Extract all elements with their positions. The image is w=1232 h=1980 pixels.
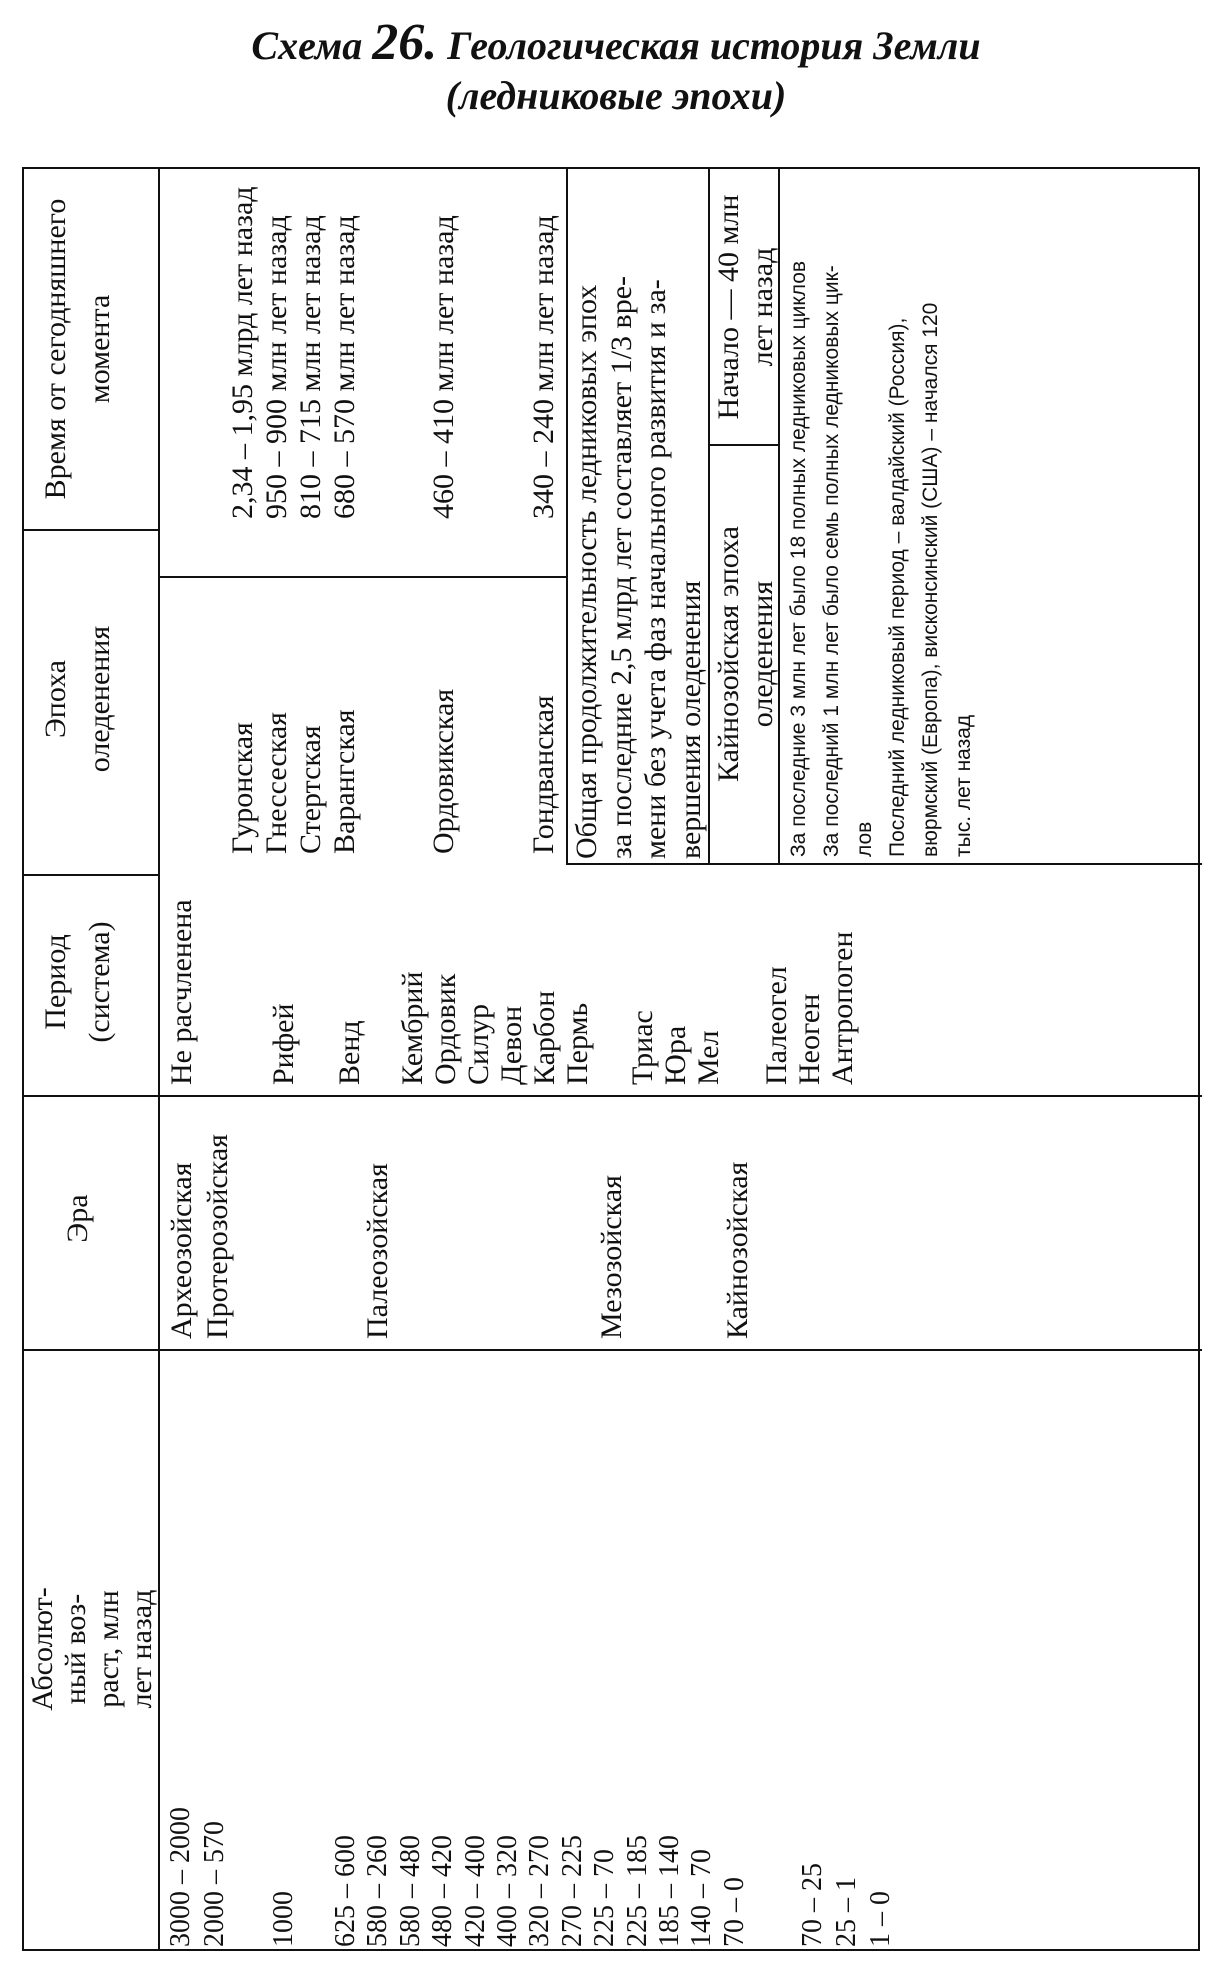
title-number: 26. [372,14,438,71]
glaciations-precambrian: Гуронская Гнессеская Стертская Варангская [226,709,361,854]
title-prefix: Схема [251,23,363,68]
hline-era-age [24,1349,1202,1351]
header-age: Абсолют- ный воз- раст, млн лет назад [26,1587,158,1711]
hline-cenozoic-time [708,444,778,446]
header-epoch: Эпоха оледенения [39,625,116,773]
era-archean-proterozoic [164,1134,236,1339]
ages-group-2: 1000 [268,1891,299,1947]
era-paleozoic: Палеозойская [361,1163,394,1339]
header-time: Время от сегодняшнего момента [39,198,116,500]
title-text: Геологическая история Земли [447,23,981,68]
hline-period-era [24,1095,1202,1097]
ages-group-1: 3000 – 2000 2000 – 570 [165,1807,230,1947]
time-gondwana: 340 – 240 млн лет назад [527,215,560,519]
glaciation-cenozoic: Кайнозойская эпоха оледенения [712,526,779,782]
periods-mesozoic: Триас Юра Мел [626,1010,725,1085]
glaciation-total-note: Общая продолжительность ледниковых эпох за последние 2,5 млрд лет составляет 1/3 вре- мени без учета фаз начального развития и за- вершения оледенения [570,275,707,859]
period-riphean: Рифей [267,1003,300,1085]
ages-group-4: 70 – 25 25 – 1 1 – 0 [797,1863,896,1947]
hline-epoch-period-hdr [24,874,158,876]
era-proterozoic: Протерозойская [201,1134,234,1339]
time-cenozoic: Начало — 40 млн лет назад [712,194,779,420]
header-divider [158,169,160,1949]
notes-glacial-cycles: За последние 3 млн лет было 18 полных ледниковых циклов За последний 1 млн лет было семь полных ледниковых цик- лов Последний ледниковый период – валдайский (Россия), вюрмский (Европа), висконсинский (США) – начался 120 тыс. лет назад [787,260,975,857]
hline-time-epoch-hdr [24,529,158,531]
glaciation-gondwana: Гондванская [527,695,560,854]
time-ordovician: 460 – 410 млн лет назад [427,215,460,519]
title-line-1 [0,14,1232,71]
page-title [0,14,1232,121]
period-vendian: Венд [333,1020,366,1085]
header-period: Период (система) [39,921,116,1043]
times-precambrian: 2,34 – 1,95 млрд лет назад 950 – 900 млн лет назад 810 – 715 млн лет назад 680 – 570 млн лет назад [226,186,361,519]
glaciation-ordovician: Ордовикская [427,688,460,854]
vline-gondwana [566,169,568,863]
era-mesozoic: Мезозойская [595,1175,628,1339]
hline-notes-bottom [566,863,1202,865]
title-subtitle: (ледниковые эпохи) [445,73,787,118]
periods-cenozoic: Палеогел Неоген Антропоген [760,931,859,1085]
hline-epoch-time [158,576,566,578]
periods-paleozoic: Кембрий Ордовик Силур Девон Карбон Пермь [396,971,594,1085]
geology-table [22,167,1200,1951]
era-cenozoic: Кайнозойская [721,1161,754,1339]
vline-total [708,169,710,863]
period-undivided: Не расчленена [165,899,198,1085]
era-archean: Археозойская [165,1162,198,1339]
ages-group-3: 625 – 600 580 – 260 580 – 480 480 – 420 420 – 400 400 – 320 320 – 270 270 – 225 225 – 70 225 – 185 185 – 140 140 – 70 70 – 0 [330,1835,750,1947]
header-era: Эра [61,1194,94,1243]
